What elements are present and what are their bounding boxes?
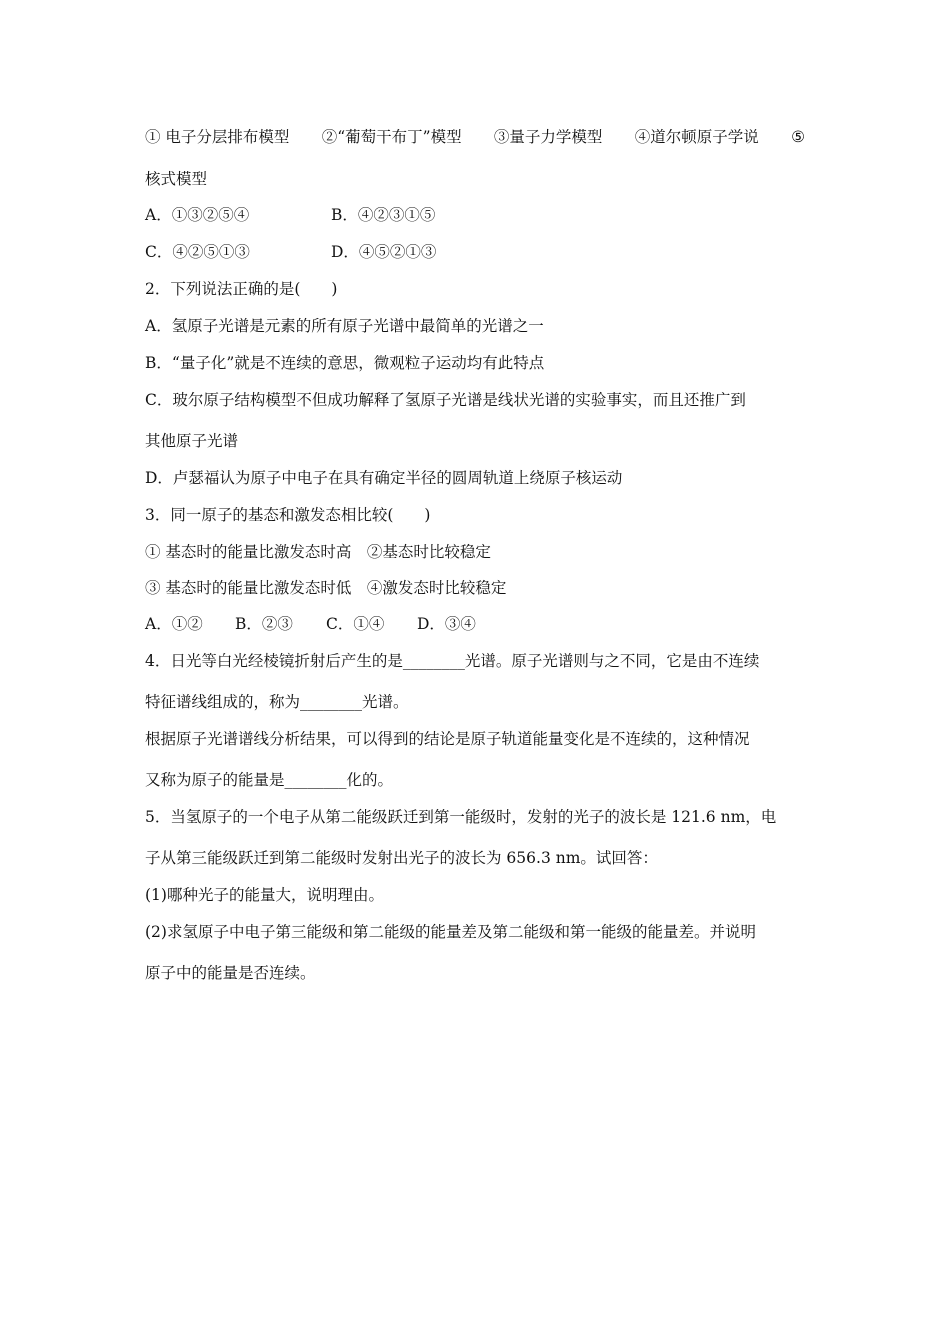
q3-statements-1-2: ① 基态时的能量比激发态时高 ②基态时比较稳定 [145,543,491,561]
q3-stem: 3．同一原子的基态和激发态相比较( ) [145,506,431,524]
q5-line-2: 子从第三能级跃迁到第二能级时发射出光子的波长为 656.3 nm。试回答： [145,849,658,867]
q4-line-2: 特征谱线组成的，称为________光谱。 [145,693,409,711]
q5-part-1: (1)哪种光子的能量大，说明理由。 [145,886,384,904]
q1-model-1: ① 电子分层排布模型 [145,128,290,146]
q2-option-c-line-2: 其他原子光谱 [145,432,239,450]
q5-part-2-line-1: (2)求氢原子中电子第三能级和第二能级的能量差及第二能级和第一能级的能量差。并说明 [145,923,756,941]
q5-part-2-line-2: 原子中的能量是否连续。 [145,964,316,982]
q1-option-a: A．①③②⑤④ [145,206,250,224]
q2-option-c-line-1: C．玻尔原子结构模型不但成功解释了氢原子光谱是线状光谱的实验事实，而且还推广到 [145,391,746,409]
q4-line-3: 根据原子光谱谱线分析结果，可以得到的结论是原子轨道能量变化是不连续的，这种情况 [145,730,750,748]
q2-option-b: B．“量子化”就是不连续的意思，微观粒子运动均有此特点 [145,354,545,372]
q3-option-a: A．①② [145,615,203,633]
q1-options-row-2 [145,242,436,262]
q1-model-4: ④道尔顿原子学说 [634,128,759,146]
q1-option-d: D．④⑤②①③ [331,243,437,261]
q1-options-row-1 [145,205,435,225]
q2-stem: 2．下列说法正确的是( ) [145,280,338,298]
q3-option-c: C．①④ [326,615,385,633]
q1-model-3: ③量子力学模型 [493,128,603,146]
q4-line-4: 又称为原子的能量是________化的。 [145,771,394,789]
q3-options-row [145,614,476,634]
q1-models-line [145,127,805,147]
q2-option-a: A．氢原子光谱是元素的所有原子光谱中最简单的光谱之一 [145,317,544,335]
q3-statements-3-4: ③ 基态时的能量比激发态时低 ④激发态时比较稳定 [145,579,507,597]
q3-option-d: D．③④ [417,615,476,633]
q3-option-b: B．②③ [235,615,293,633]
q1-model-2: ②“葡萄干布丁”模型 [321,128,462,146]
q1-model-5-number: ⑤ [791,128,805,146]
q1-model-5-label: 核式模型 [145,170,208,188]
q1-option-c: C．④②⑤①③ [145,243,250,261]
q5-line-1: 5．当氢原子的一个电子从第二能级跃迁到第一能级时，发射的光子的波长是 121.6 nm，电 [145,808,777,826]
q2-option-d: D．卢瑟福认为原子中电子在具有确定半径的圆周轨道上绕原子核运动 [145,469,623,487]
q4-line-1: 4．日光等白光经棱镜折射后产生的是________光谱。原子光谱则与之不同，它是由不连续 [145,652,760,670]
q1-option-b: B．④②③①⑤ [331,206,436,224]
